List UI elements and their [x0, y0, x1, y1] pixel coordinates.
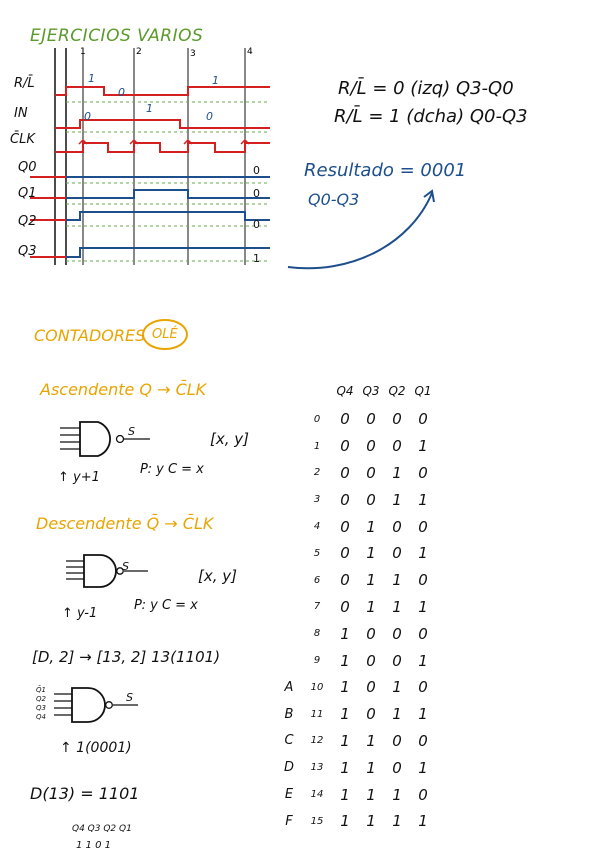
d13-line: D(13) = 1101 — [30, 784, 140, 803]
hex-label — [276, 540, 302, 567]
section2-title: CONTADORES — [34, 326, 146, 345]
dec-label: 12 — [310, 735, 324, 747]
section1-title: EJERCICIOS VARIOS — [30, 26, 204, 46]
bit-q4: 1 — [340, 678, 350, 697]
bit-q1: 0 — [418, 410, 428, 429]
bit-q4: 0 — [340, 410, 350, 429]
bit-q2: 0 — [392, 410, 402, 429]
truth-table — [276, 376, 436, 835]
dec-label: 14 — [310, 789, 324, 801]
bit-q3: 0 — [366, 624, 376, 643]
hex-label — [276, 620, 302, 647]
gate3-input-q4: Q4 — [36, 713, 46, 721]
bit-q1: 1 — [418, 705, 428, 724]
bit-q3: 1 — [366, 517, 376, 536]
dec-label: 0 — [313, 413, 321, 425]
ole-badge: OLÉ — [142, 319, 188, 350]
asc-note: P: y C = x — [140, 462, 204, 477]
bit-q1: 1 — [418, 490, 428, 509]
hex-label: D — [283, 760, 294, 776]
dec-label: 2 — [313, 467, 321, 479]
q1-value: 0 — [253, 187, 260, 200]
bit-q1: 0 — [418, 571, 428, 590]
dec-label: 7 — [313, 601, 321, 613]
table-row — [276, 728, 436, 755]
table-row — [276, 647, 436, 674]
bit-q1: 1 — [418, 544, 428, 563]
bit-q1: 1 — [418, 812, 428, 831]
bit-q3: 0 — [366, 678, 376, 697]
bit-q1: 0 — [418, 624, 428, 643]
bit-q1: 0 — [418, 463, 428, 482]
dec-label: 8 — [313, 628, 321, 640]
header-q2: Q2 — [388, 384, 406, 398]
signal-label-clk: C̄LK — [10, 132, 35, 147]
hex-label: F — [285, 813, 293, 829]
hex-label: B — [284, 706, 294, 722]
bit-q1: 1 — [418, 597, 428, 616]
result-line2: Q0-Q3 — [308, 190, 360, 209]
dec-label: 1 — [313, 440, 321, 452]
bit-q2: 1 — [392, 705, 402, 724]
truth-table-header — [276, 376, 436, 406]
table-row — [276, 460, 436, 487]
nand-gate-desc — [64, 552, 154, 597]
bit-q2: 1 — [392, 490, 402, 509]
hex-label — [276, 406, 302, 433]
asc-arrow: ↑ y+1 — [58, 470, 100, 485]
in-value: 0 — [206, 110, 213, 123]
signal-label-in: IN — [14, 106, 28, 121]
q0-value: 0 — [253, 164, 260, 177]
bit-q3: 0 — [366, 651, 376, 670]
bit-q3: 0 — [366, 463, 376, 482]
gate3-out: S — [126, 691, 133, 704]
hex-label: E — [284, 787, 294, 803]
signal-label-q3: Q3 — [18, 244, 37, 259]
bit-q1: 0 — [418, 785, 428, 804]
dec-label: 11 — [310, 708, 324, 720]
bit-q3: 0 — [366, 705, 376, 724]
signal-label-rl: R/L̄ — [14, 76, 35, 91]
note-line2: R/L̄ = 1 (dcha) Q0-Q3 — [334, 106, 528, 127]
timing-diagram — [0, 40, 290, 280]
bit-q2: 0 — [392, 731, 402, 750]
bit-q3: 0 — [366, 437, 376, 456]
bit-q3: 1 — [366, 758, 376, 777]
bit-q2: 0 — [392, 517, 402, 536]
table-row — [276, 808, 436, 835]
bit-q4: 1 — [340, 758, 350, 777]
header-q3: Q3 — [362, 384, 380, 398]
table-row — [276, 754, 436, 781]
table-row — [276, 594, 436, 621]
bit-q3: 0 — [366, 490, 376, 509]
bit-q1: 1 — [418, 651, 428, 670]
table-row — [276, 674, 436, 701]
rl-waveform — [55, 87, 270, 95]
table-row — [276, 701, 436, 728]
bit-q4: 1 — [340, 785, 350, 804]
bit-q2: 1 — [392, 785, 402, 804]
bit-q3: 0 — [366, 410, 376, 429]
desc-title: Descendente Q̄ → C̄LK — [36, 514, 214, 533]
hex-label — [276, 460, 302, 487]
dec-label: 10 — [310, 681, 324, 693]
dec-label: 15 — [310, 815, 324, 827]
tick-label: 4 — [247, 47, 253, 57]
bit-q1: 0 — [418, 678, 428, 697]
bit-q1: 1 — [418, 437, 428, 456]
rl-value: 1 — [88, 72, 95, 85]
bit-q2: 0 — [392, 651, 402, 670]
hex-label — [276, 647, 302, 674]
nand-gate-asc — [58, 418, 158, 468]
desc-note: P: y C = x — [134, 598, 198, 613]
header-q1: Q1 — [414, 384, 432, 398]
bit-q3: 1 — [366, 571, 376, 590]
truth-table-body — [276, 406, 436, 835]
asc-gate-out: S — [128, 425, 135, 438]
bit-q3: 1 — [366, 812, 376, 831]
bit-q2: 0 — [392, 437, 402, 456]
signal-label-q0: Q0 — [18, 160, 37, 175]
bit-q3: 1 — [366, 597, 376, 616]
gate3-input-q1: Q̄1 — [36, 686, 46, 694]
table-row — [276, 406, 436, 433]
dec-label: 4 — [313, 521, 321, 533]
dec-label: 13 — [310, 762, 324, 774]
table-row — [276, 513, 436, 540]
bit-q4: 0 — [340, 597, 350, 616]
hex-label: C — [284, 733, 294, 749]
truth-table-grid — [276, 376, 436, 835]
tick-label: 3 — [190, 49, 196, 59]
table-row — [276, 433, 436, 460]
bottom-partial: 1 1 0 1 — [76, 840, 111, 851]
bit-q1: 0 — [418, 517, 428, 536]
hex-label: A — [284, 679, 294, 695]
bit-q4: 0 — [340, 517, 350, 536]
desc-range: [x, y] — [198, 567, 237, 585]
example-line: [D, 2] → [13, 2] 13(1101) — [32, 648, 221, 666]
result-arrow — [280, 185, 450, 275]
bit-q2: 1 — [392, 812, 402, 831]
bit-q4: 1 — [340, 812, 350, 831]
desc-gate-out: S — [122, 560, 129, 573]
bit-q3: 1 — [366, 785, 376, 804]
table-row — [276, 781, 436, 808]
dec-label: 3 — [313, 494, 321, 506]
dec-label: 9 — [313, 655, 321, 667]
table-row — [276, 540, 436, 567]
bit-q4: 1 — [340, 731, 350, 750]
bit-q4: 1 — [340, 624, 350, 643]
table-row — [276, 567, 436, 594]
tick-label: 1 — [80, 47, 86, 57]
q3-value: 1 — [253, 252, 260, 265]
signal-label-q1: Q1 — [18, 186, 37, 201]
bit-q2: 0 — [392, 544, 402, 563]
dec-label: 5 — [313, 547, 321, 559]
asc-title: Ascendente Q → C̄LK — [40, 380, 207, 399]
gate3-input-q2: Q2 — [36, 695, 46, 703]
table-row — [276, 620, 436, 647]
hex-label — [276, 567, 302, 594]
signal-label-q2: Q2 — [18, 214, 37, 229]
tick-label: 2 — [136, 47, 142, 57]
bit-q3: 1 — [366, 731, 376, 750]
bit-q2: 0 — [392, 624, 402, 643]
bit-q2: 1 — [392, 678, 402, 697]
bit-q2: 1 — [392, 571, 402, 590]
bit-q4: 0 — [340, 544, 350, 563]
rl-value: 1 — [212, 74, 219, 87]
bit-q4: 0 — [340, 463, 350, 482]
desc-arrow: ↑ y-1 — [62, 606, 98, 621]
gate3-input-q3: Q3 — [36, 704, 46, 712]
bit-q2: 1 — [392, 597, 402, 616]
hex-label — [276, 433, 302, 460]
in-value: 0 — [84, 110, 91, 123]
asc-range: [x, y] — [210, 430, 249, 448]
gate3-arrow: ↑ 1(0001) — [60, 740, 132, 756]
bit-q4: 0 — [340, 437, 350, 456]
result-line1: Resultado = 0001 — [304, 160, 467, 181]
bit-q3: 1 — [366, 544, 376, 563]
rl-value: 0 — [118, 86, 125, 99]
hex-label — [276, 513, 302, 540]
table-row — [276, 486, 436, 513]
bit-q4: 1 — [340, 705, 350, 724]
bit-q2: 0 — [392, 758, 402, 777]
bottom-header: Q4 Q3 Q2 Q1 — [72, 824, 132, 834]
bit-q1: 1 — [418, 758, 428, 777]
header-q4: Q4 — [336, 384, 354, 398]
bit-q2: 1 — [392, 463, 402, 482]
hex-label — [276, 486, 302, 513]
dec-label: 6 — [313, 574, 321, 586]
clk-waveform — [55, 143, 270, 152]
note-line1: R/L̄ = 0 (izq) Q3-Q0 — [338, 78, 514, 99]
bit-q1: 0 — [418, 731, 428, 750]
bit-q4: 0 — [340, 571, 350, 590]
bit-q4: 1 — [340, 651, 350, 670]
hex-label — [276, 594, 302, 621]
q2-value: 0 — [253, 218, 260, 231]
bit-q4: 0 — [340, 490, 350, 509]
in-value: 1 — [146, 102, 153, 115]
